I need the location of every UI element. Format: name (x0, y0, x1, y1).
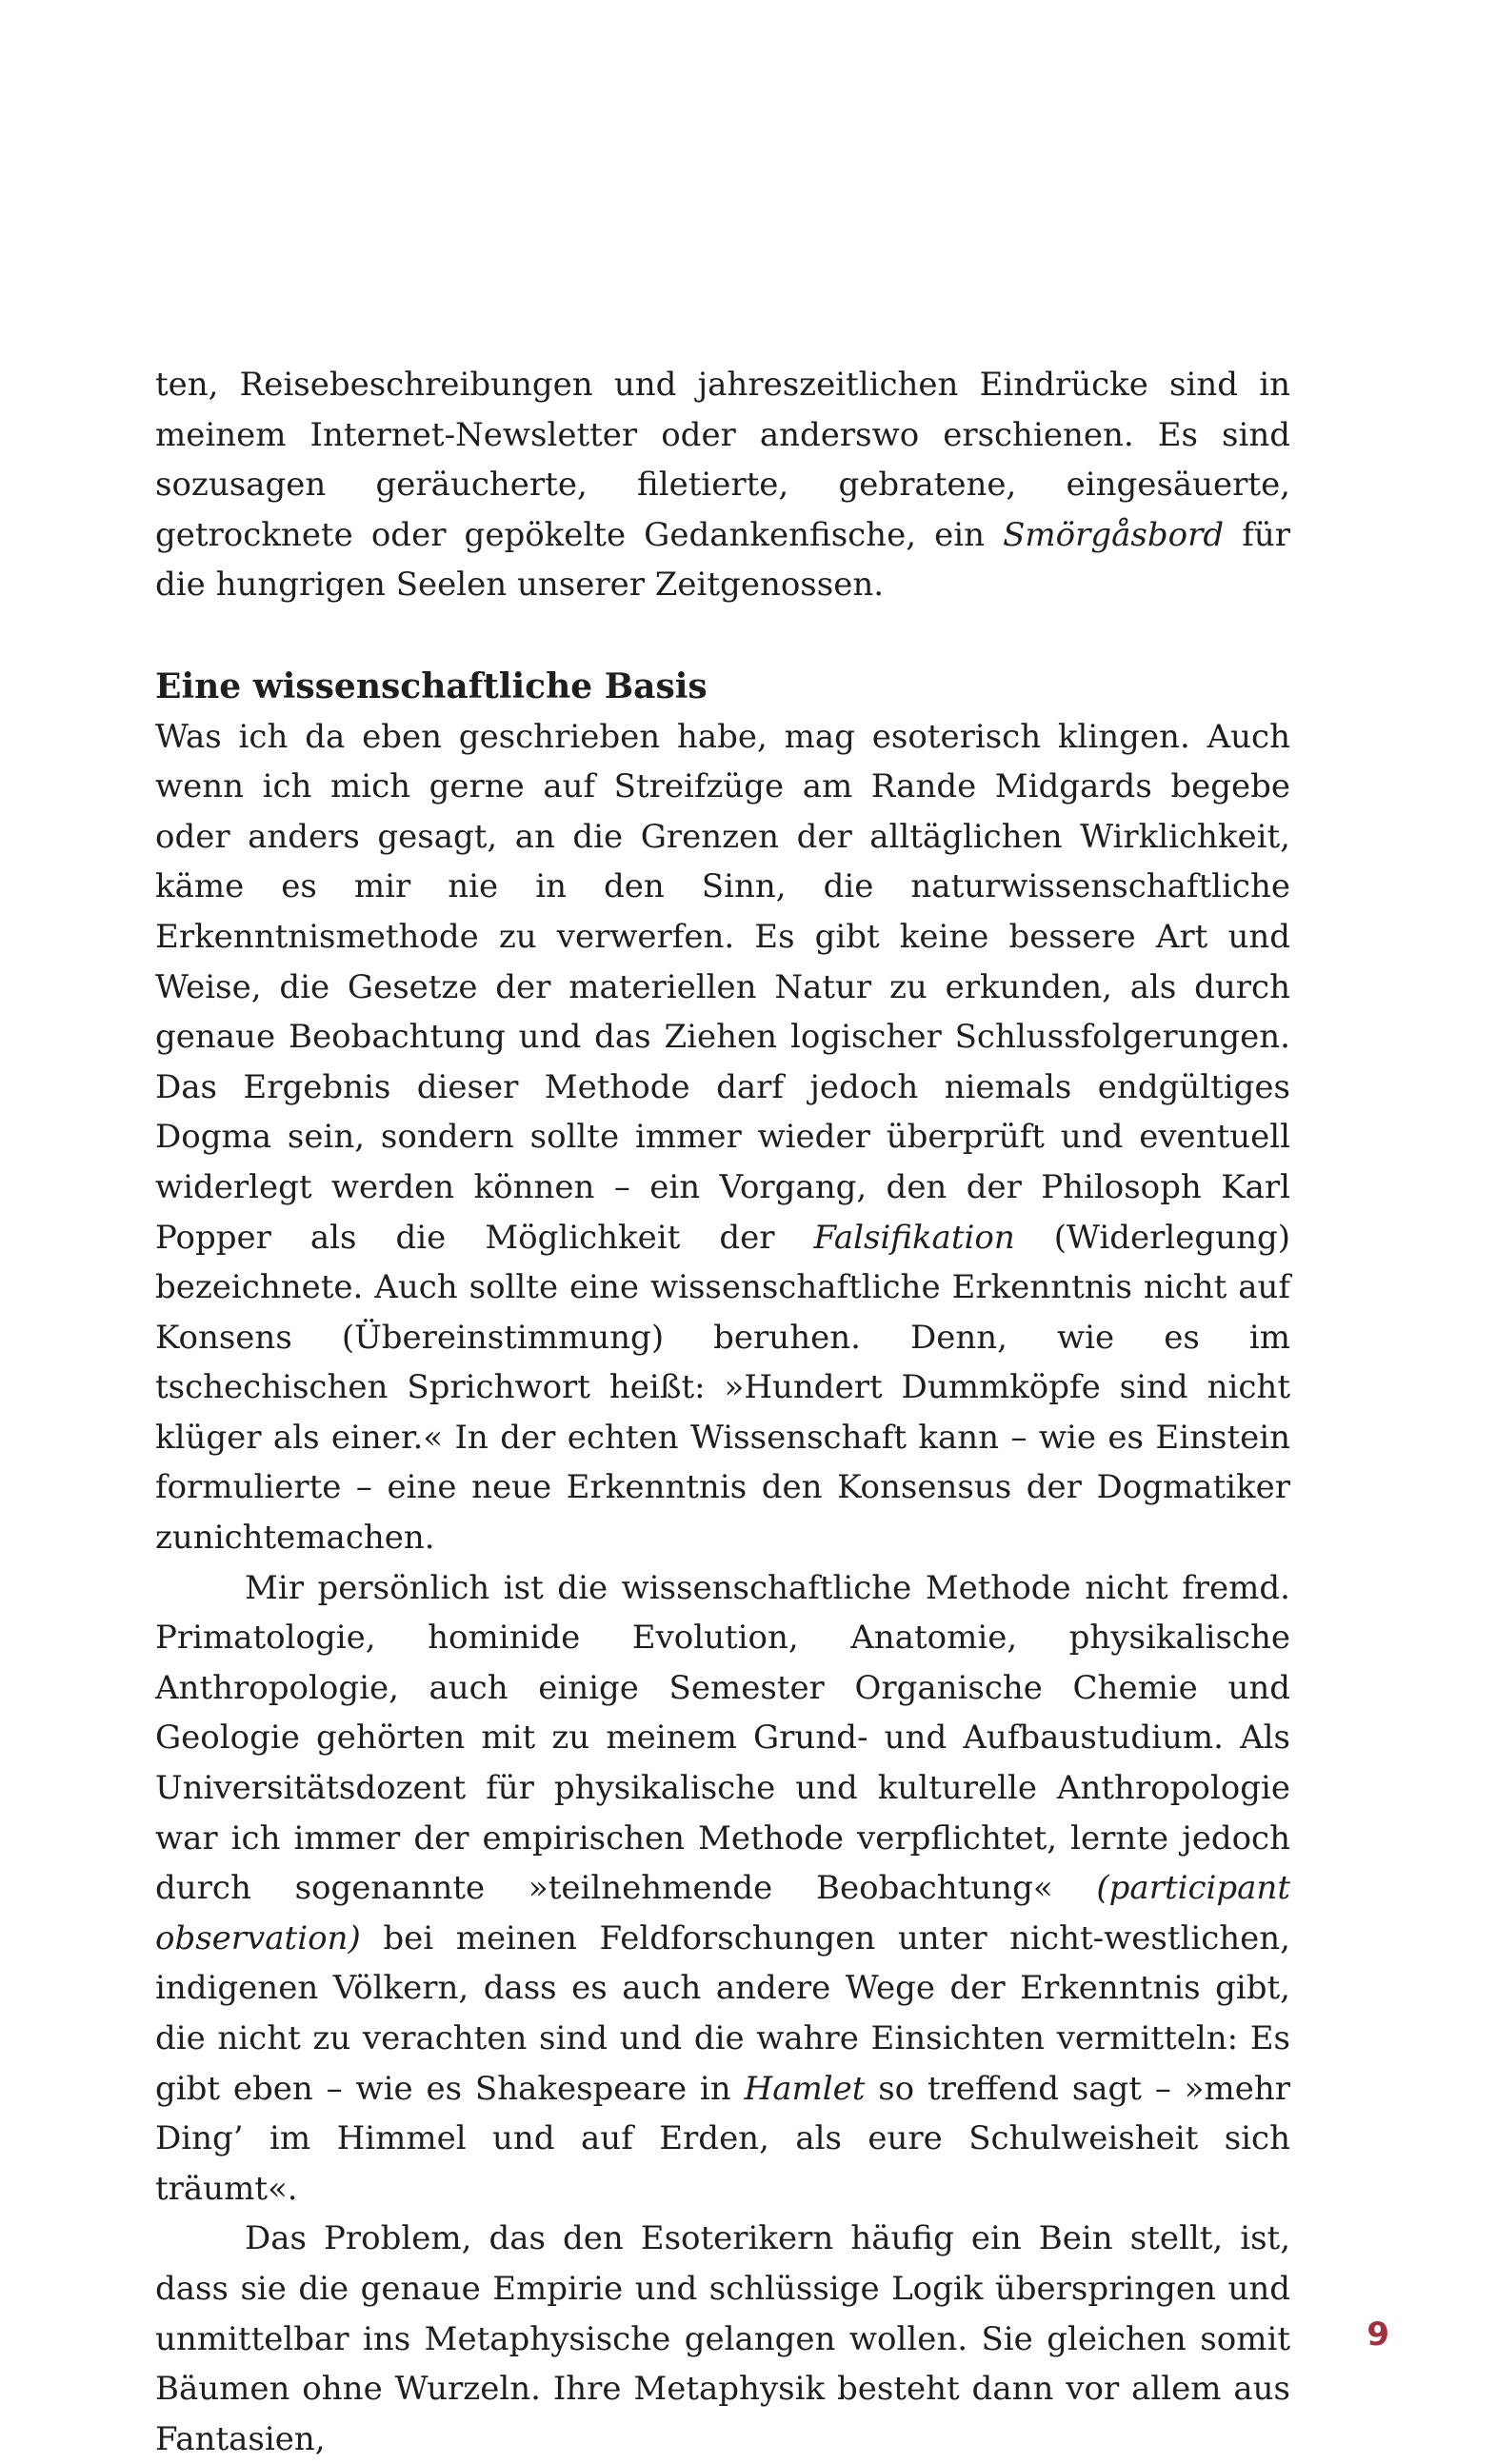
italic-term: Falsifikation (813, 1218, 1015, 1257)
paragraph (155, 712, 1290, 1563)
paragraph-continuation (155, 360, 1290, 610)
paragraph-text: ten, Reisebeschreibungen und jahreszeitlichen Eindrücke sind in meinem Internet-Newsletter oder anderswo erschienen. Es sind sozusagen geräucherte, filetierte, gebratene, eingesäuerte, getrocknete oder gepökelte Gedankenfische, ein (155, 366, 1290, 554)
section-heading: Eine wissenschaftliche Basis (155, 666, 708, 706)
paragraph-text: für die hungrigen Seelen unserer Zeitgenossen. (155, 515, 1290, 605)
italic-term: (participant observation) (155, 1869, 1290, 1957)
page-number: 9 (1366, 2315, 1389, 2354)
paragraph (155, 2214, 1290, 2464)
paragraph-text: so treffend sagt – »mehr Ding’ im Himmel und auf Erden, als eure Schulweisheit sich träumt«. (155, 2069, 1290, 2208)
paragraph-text: Das Problem, das den Esoterikern häufig ein Bein stellt, ist, dass sie die genaue Empirie und schlüssige Logik überspringen und unmittelbar ins Metaphysische gelangen wollen. Sie gleichen somit Bäumen ohne Wurzeln. Ihre Metaphysik besteht dann vor allem aus Fantasien, (155, 2219, 1290, 2458)
italic-term: Smörgåsbord (1003, 515, 1225, 554)
paragraph-text: Mir persönlich ist die wissenschaftliche Methode nicht fremd. Primatologie, hominide Evolution, Anatomie, physikalische Anthropologie, auch einige Semester Organische Chemie und Geologie gehörten mit zu meinem Grund- und Aufbaustudium. Als Universitätsdozent für physikalische und kulturelle Anthropologie war ich immer der empirischen Methode verpflichtet, lernte jedoch durch sogenannte »teilnehmende Beobachtung« (155, 1568, 1290, 1908)
italic-term: Hamlet (744, 2069, 866, 2108)
body-text (155, 360, 1290, 2464)
paragraph-text: bei meinen Feldforschungen unter nicht-westlichen, indigenen Völkern, dass es auch andere Wege der Erkenntnis gibt, die nicht zu verachten sind und die wahre Einsichten vermitteln: Es gibt eben – wie es Shakespeare in (155, 1918, 1290, 2108)
paragraph (155, 1563, 1290, 2215)
paragraph-text: Was ich da eben geschrieben habe, mag esoterisch klingen. Auch wenn ich mich gerne auf Streifzüge am Rande Midgards begebe oder anders gesagt, an die Grenzen der alltäglichen Wirklichkeit, käme es mir nie in den Sinn, die naturwissenschaftliche Erkenntnismethode zu verwerfen. Es gibt keine bessere Art und Weise, die Gesetze der materiellen Natur zu erkunden, als durch genaue Beobachtung und das Ziehen logischer Schlussfolgerungen. Das Ergebnis dieser Methode darf jedoch niemals endgültiges Dogma sein, sondern sollte immer wieder überprüft und eventuell widerlegt werden können – ein Vorgang, den der Philosoph Karl Popper als die Möglichkeit der (155, 717, 1290, 1257)
paragraph-text: (Widerlegung) bezeichnete. Auch sollte eine wissenschaftliche Erkenntnis nicht auf Konsens (Übereinstimmung) beruhen. Denn, wie es im tschechischen Sprichwort heißt: »Hundert Dummköpfe sind nicht klüger als einer.« In der echten Wissenschaft kann – wie es Einstein formulierte – eine neue Erkenntnis den Konsensus der Dogmatiker zunichtemachen. (155, 1218, 1290, 1558)
